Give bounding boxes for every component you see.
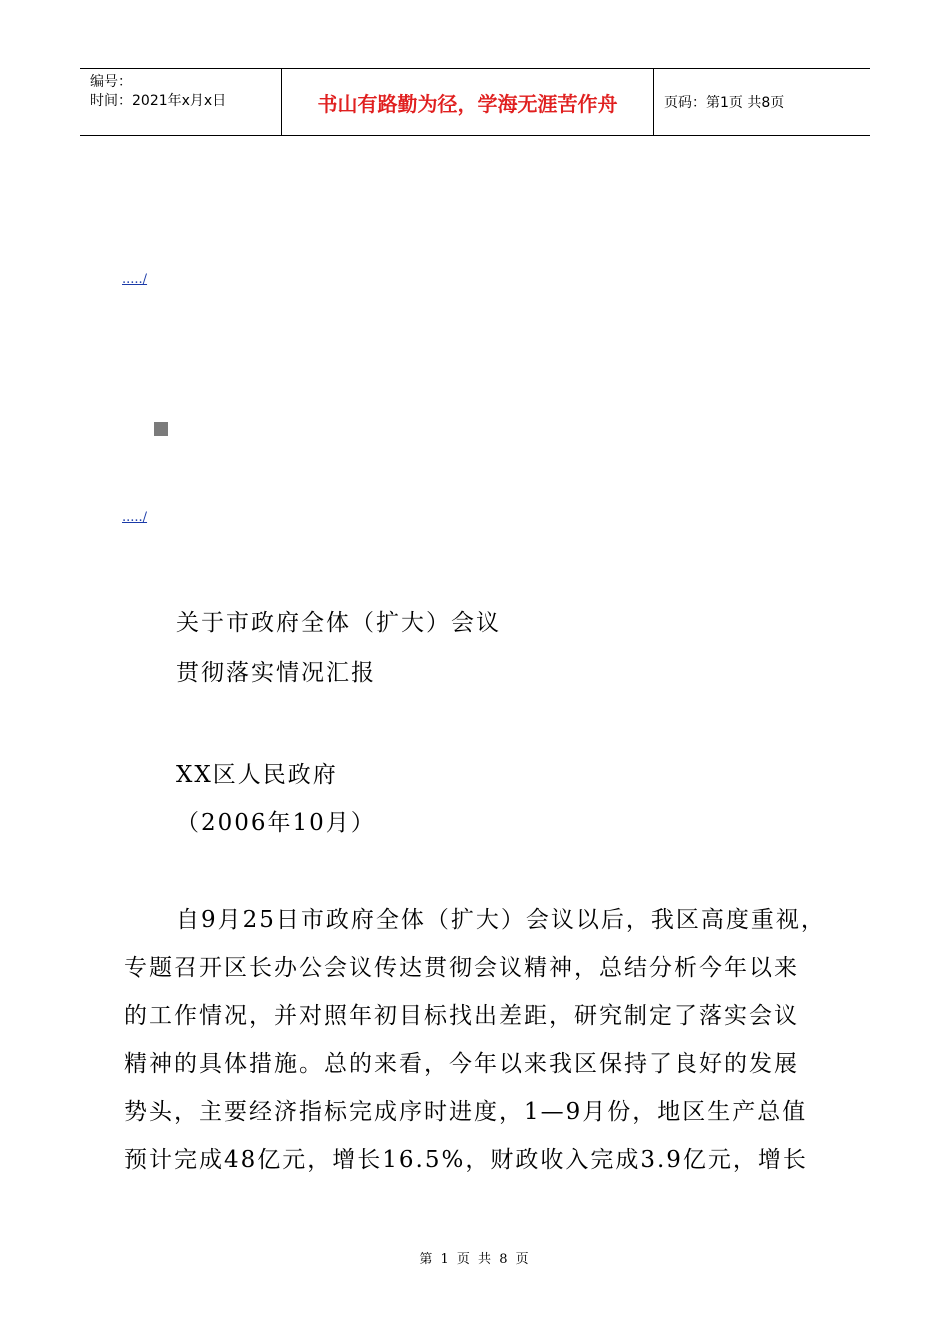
paragraph-line: 的工作情况，并对照年初目标找出差距，研究制定了落实会议 xyxy=(124,1003,799,1029)
ellipsis-link-1[interactable]: ...../ xyxy=(122,272,148,287)
header-meta-cell xyxy=(80,69,282,135)
paragraph-line: 预计完成48亿元，增长16.5%，财政收入完成3.9亿元，增长 xyxy=(124,1147,808,1173)
number-label: 编号： xyxy=(90,74,132,90)
paragraph-line: 专题召开区长办公会议传达贯彻会议精神，总结分析今年以来 xyxy=(124,955,799,981)
motto-cell xyxy=(282,69,654,135)
page-info-text: 页码：第1页 共8页 xyxy=(664,95,785,111)
motto-text: 书山有路勤为径，学海无涯苦作舟 xyxy=(317,91,618,116)
document-date: （2006年10月） xyxy=(176,810,376,836)
document-header xyxy=(80,68,870,136)
ellipsis-link-2[interactable]: ...../ xyxy=(122,510,148,525)
body-paragraph xyxy=(124,896,844,1184)
page-info-cell xyxy=(654,69,870,135)
paragraph-line: 自9月25日市政府全体（扩大）会议以后，我区高度重视， xyxy=(176,907,826,933)
paragraph-line: 势头，主要经济指标完成序时进度，1—9月份，地区生产总值 xyxy=(124,1099,808,1125)
document-author: XX区人民政府 xyxy=(176,762,338,788)
square-bullet-icon xyxy=(154,422,168,436)
document-title-line2: 贯彻落实情况汇报 xyxy=(176,660,376,686)
document-title-line1: 关于市政府全体（扩大）会议 xyxy=(176,610,501,636)
time-label: 时间：2021年x月x日 xyxy=(90,93,227,109)
paragraph-line: 精神的具体措施。总的来看，今年以来我区保持了良好的发展 xyxy=(124,1051,799,1077)
page-footer: 第 1 页 共 8 页 xyxy=(419,1252,531,1267)
